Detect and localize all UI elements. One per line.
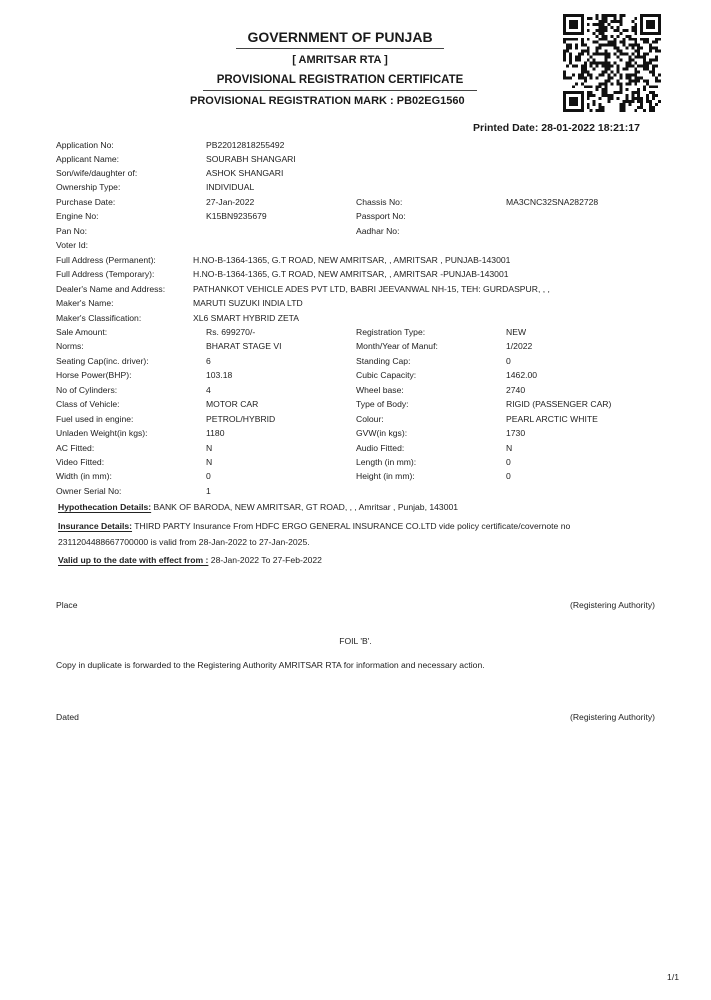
label-fuel: Fuel used in engine: — [56, 414, 134, 424]
value-maker-name: MARUTI SUZUKI INDIA LTD — [193, 298, 303, 308]
value-chassis-no: MA3CNC32SNA282728 — [506, 197, 599, 207]
value-wheel-base: 2740 — [506, 385, 526, 395]
value-cylinders: 4 — [206, 385, 211, 395]
value-applicant-name: SOURABH SHANGARI — [206, 154, 296, 164]
value-length: 0 — [506, 457, 511, 467]
label-application-no: Application No: — [56, 140, 114, 150]
value-norms: BHARAT STAGE VI — [206, 341, 282, 351]
label-standing-capacity: Standing Cap: — [356, 356, 411, 366]
label-engine-no: Engine No: — [56, 211, 99, 221]
value-audio-fitted: N — [506, 443, 513, 453]
label-maker-classification: Maker's Classification: — [56, 313, 142, 323]
value-registration-type: NEW — [506, 327, 527, 337]
label-chassis-no: Chassis No: — [356, 197, 403, 207]
value-fuel: PETROL/HYBRID — [206, 414, 276, 424]
label-gvw: GVW(in kgs): — [356, 428, 408, 438]
value-maker-classification: XL6 SMART HYBRID ZETA — [193, 313, 300, 323]
label-ac-fitted: AC Fitted: — [56, 443, 95, 453]
label-sale-amount: Sale Amount: — [56, 327, 108, 337]
insurance-line-2: 2311204488667700000 is valid from 28-Jan-2022 to 27-Jan-2025. — [58, 537, 310, 547]
value-width: 0 — [206, 471, 211, 481]
label-ownership-type: Ownership Type: — [56, 182, 121, 192]
registering-authority-2: (Registering Authority) — [569, 712, 655, 722]
value-purchase-date: 27-Jan-2022 — [206, 197, 255, 207]
page-number: 1/1 — [667, 972, 679, 982]
value-relation: ASHOK SHANGARI — [206, 168, 284, 178]
value-ac-fitted: N — [206, 443, 213, 453]
label-norms: Norms: — [56, 341, 84, 351]
value-video-fitted: N — [206, 457, 213, 467]
insurance-line-1 — [58, 521, 570, 531]
label-width: Width (in mm): — [56, 471, 112, 481]
value-standing-capacity: 0 — [506, 356, 511, 366]
printed-date: Printed Date: 28-01-2022 18:21:17 — [473, 122, 640, 134]
header-certificate: PROVISIONAL REGISTRATION CERTIFICATE — [216, 74, 464, 86]
label-length: Length (in mm): — [356, 457, 417, 467]
value-gvw: 1730 — [506, 428, 526, 438]
label-applicant-name: Applicant Name: — [56, 154, 120, 164]
value-address-permanent: H.NO-B-1364-1365, G.T ROAD, NEW AMRITSAR, , AMRITSAR , PUNJAB-143001 — [193, 255, 511, 265]
label-maker-name: Maker's Name: — [56, 298, 114, 308]
hypothecation-label: Hypothecation Details: — [58, 502, 152, 512]
value-ownership-type: INDIVIDUAL — [206, 182, 255, 192]
label-video-fitted: Video Fitted: — [56, 457, 105, 467]
label-address-permanent: Full Address (Permanent): — [56, 255, 156, 265]
qr-code-icon — [563, 14, 661, 112]
value-dealer: PATHANKOT VEHICLE ADES PVT LTD, BABRI JEEVANWAL NH-15, TEH: GURDASPUR, , , — [193, 284, 550, 294]
label-wheel-base: Wheel base: — [356, 385, 404, 395]
value-application-no: PB22012818255492 — [206, 140, 285, 150]
header-registration-mark: PROVISIONAL REGISTRATION MARK : PB02EG1560 — [190, 95, 465, 107]
label-passport-no: Passport No: — [356, 211, 406, 221]
label-colour: Colour: — [356, 414, 384, 424]
insurance-value-1: THIRD PARTY Insurance From HDFC ERGO GENERAL INSURANCE CO.LTD vide policy certificate/covernote no — [132, 521, 571, 531]
label-address-temporary: Full Address (Temporary): — [56, 269, 155, 279]
header-rule-1 — [236, 48, 444, 49]
value-address-temporary: H.NO-B-1364-1365, G.T ROAD, NEW AMRITSAR, , AMRITSAR -PUNJAB-143001 — [193, 269, 509, 279]
validity-value: 28-Jan-2022 To 27-Feb-2022 — [208, 555, 322, 565]
label-purchase-date: Purchase Date: — [56, 197, 116, 207]
label-registration-type: Registration Type: — [356, 327, 426, 337]
value-unladen-weight: 1180 — [206, 428, 225, 438]
registering-authority-1: (Registering Authority) — [569, 600, 655, 610]
label-owner-serial: Owner Serial No: — [56, 486, 122, 496]
hypothecation-value: BANK OF BARODA, NEW AMRITSAR, GT ROAD, , , Amritsar , Punjab, 143001 — [151, 502, 459, 512]
place-label: Place — [56, 600, 78, 610]
label-pan-no: Pan No: — [56, 226, 88, 236]
validity-label: Valid up to the date with effect from : — [58, 555, 209, 565]
value-sale-amount: Rs. 699270/- — [206, 327, 256, 337]
value-owner-serial: 1 — [206, 486, 211, 496]
label-voter-id: Voter Id: — [56, 240, 89, 250]
foil-label: FOIL 'B'. — [339, 636, 372, 646]
header-government: GOVERNMENT OF PUNJAB — [247, 29, 433, 45]
label-height: Height (in mm): — [356, 471, 415, 481]
header-rule-2 — [203, 90, 477, 91]
label-body-type: Type of Body: — [356, 399, 409, 409]
label-vehicle-class: Class of Vehicle: — [56, 399, 120, 409]
label-manufacture-date: Month/Year of Manuf: — [356, 341, 438, 351]
label-seating-capacity: Seating Cap(inc. driver): — [56, 356, 149, 366]
copy-note: Copy in duplicate is forwarded to the Registering Authority AMRITSAR RTA for information and necessary action. — [56, 660, 485, 670]
value-manufacture-date: 1/2022 — [506, 341, 533, 351]
header-rta: [ AMRITSAR RTA ] — [292, 54, 388, 66]
label-dealer: Dealer's Name and Address: — [56, 284, 166, 294]
hypothecation-line — [58, 502, 458, 512]
value-seating-capacity: 6 — [206, 356, 211, 366]
value-engine-no: K15BN9235679 — [206, 211, 267, 221]
value-height: 0 — [506, 471, 511, 481]
dated-label: Dated — [56, 712, 79, 722]
label-unladen-weight: Unladen Weight(in kgs): — [56, 428, 148, 438]
value-vehicle-class: MOTOR CAR — [206, 399, 259, 409]
label-aadhar-no: Aadhar No: — [356, 226, 400, 236]
insurance-label: Insurance Details: — [58, 521, 133, 531]
label-cubic-capacity: Cubic Capacity: — [356, 370, 417, 380]
value-body-type: RIGID (PASSENGER CAR) — [506, 399, 612, 409]
label-horse-power: Horse Power(BHP): — [56, 370, 132, 380]
validity-line — [58, 555, 322, 565]
value-colour: PEARL ARCTIC WHITE — [506, 414, 598, 424]
label-audio-fitted: Audio Fitted: — [356, 443, 405, 453]
label-relation: Son/wife/daughter of: — [56, 168, 138, 178]
label-cylinders: No of Cylinders: — [56, 385, 118, 395]
value-cubic-capacity: 1462.00 — [506, 370, 538, 380]
value-horse-power: 103.18 — [206, 370, 233, 380]
